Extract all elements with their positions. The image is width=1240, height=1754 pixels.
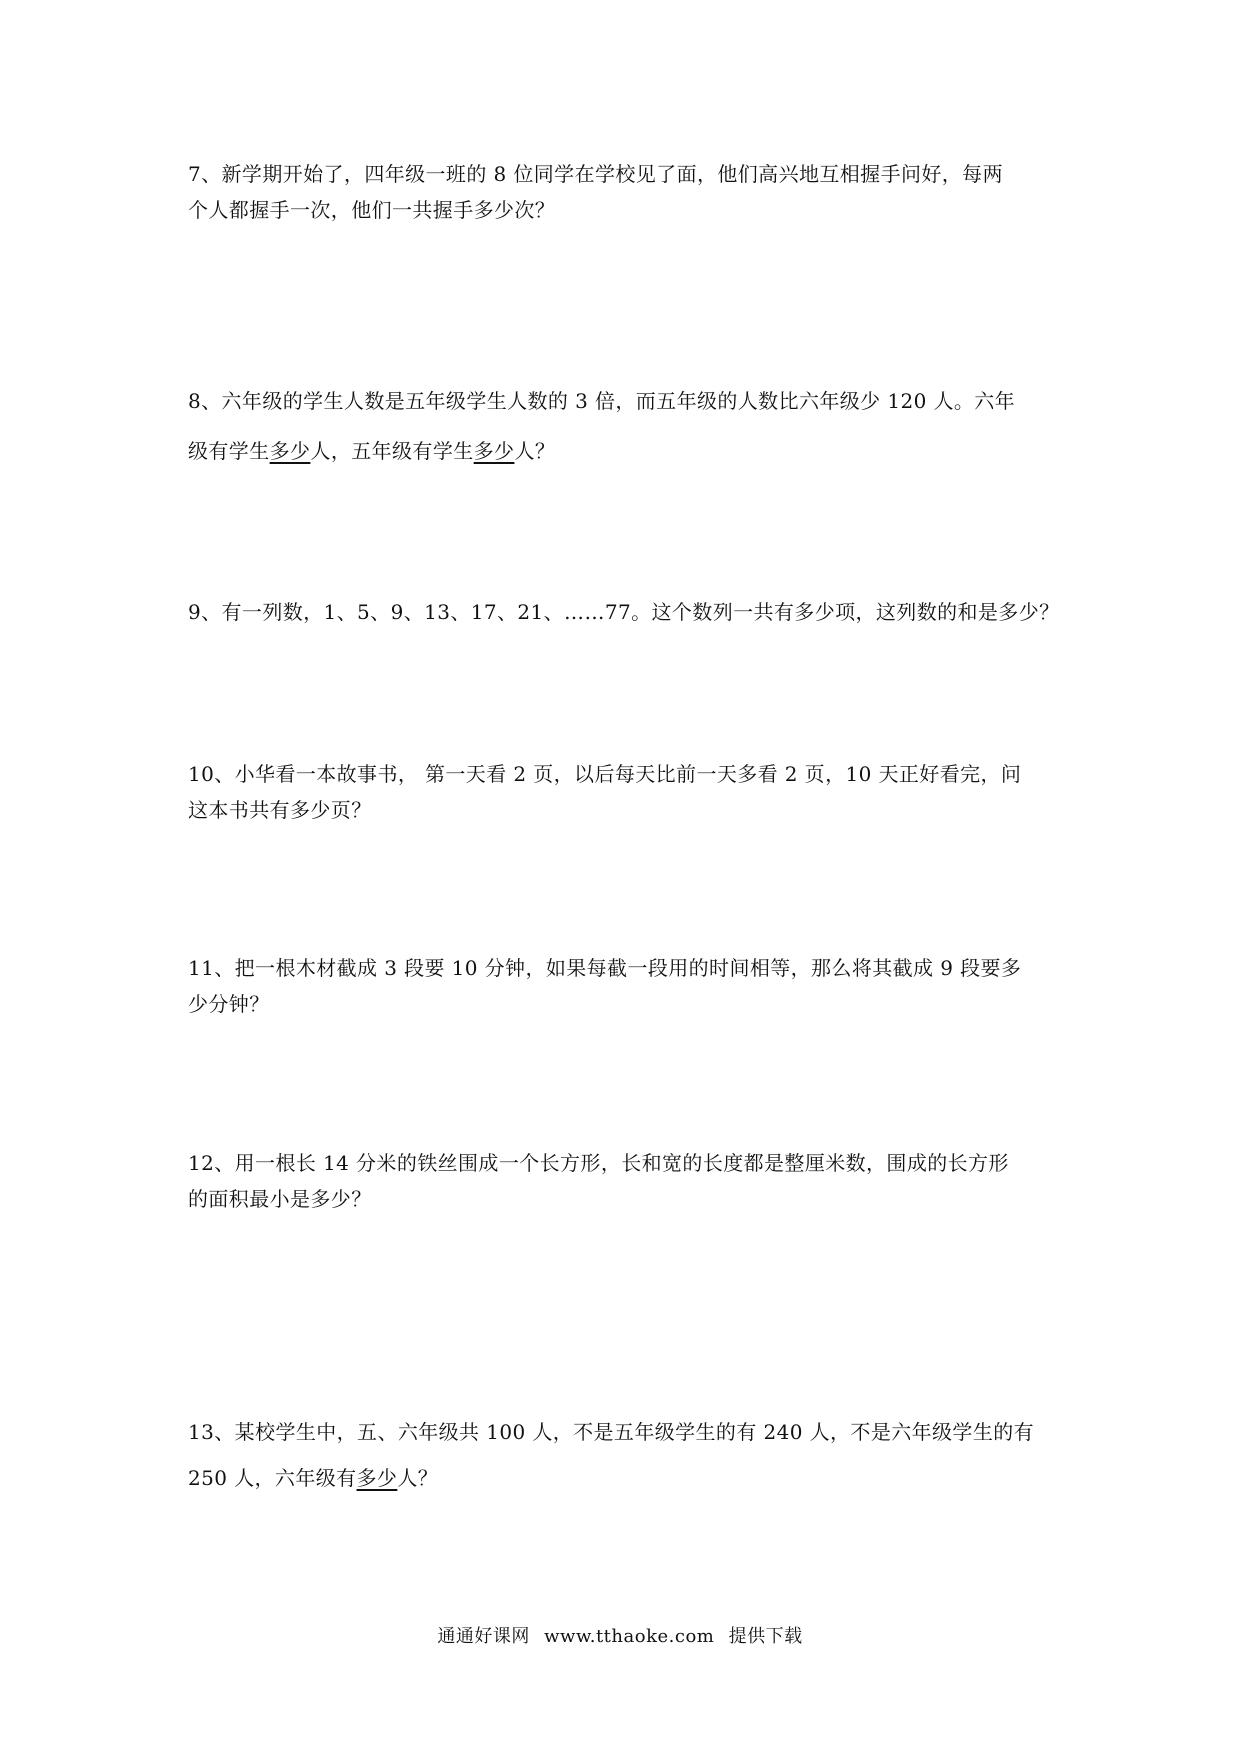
problem-13-text-a: 250 人，六年级有 [188,1466,357,1490]
problem-13-line-2 [188,1455,1060,1501]
problem-8-underlined-b: 多少 [473,439,515,463]
problem-7-line-2: 个人都握手一次，他们一共握手多少次？ [188,198,556,222]
problem-8-text-e: 人？ [514,439,556,463]
problem-8 [188,376,1060,476]
problem-13-underlined: 多少 [356,1466,398,1490]
problem-9-line-1: 9、有一列数，1、5、9、13、17、21、……77。这个数列一共有多少项，这列数的和是多少？ [188,600,1060,624]
problem-7-line-1: 7、新学期开始了，四年级一班的 8 位同学在学校见了面，他们高兴地互相握手问好，每两 [188,162,1003,186]
problem-7 [188,156,1060,228]
problem-8-text-a: 级有学生 [188,439,270,463]
problem-11-line-2: 少分钟？ [188,992,270,1016]
footer-url: www.tthaoke.com [544,1626,715,1647]
problem-12-line-2: 的面积最小是多少？ [188,1187,372,1211]
footer-site-name: 通通好课网 [437,1626,530,1647]
problem-13 [188,1409,1060,1501]
problem-12 [188,1145,1060,1217]
footer-suffix: 提供下载 [728,1626,803,1647]
problem-8-underlined-a: 多少 [269,439,311,463]
problem-12-line-1: 12、用一根长 14 分米的铁丝围成一个长方形，长和宽的长度都是整厘米数，围成的长方形 [188,1151,1009,1175]
problem-11-line-1: 11、把一根木材截成 3 段要 10 分钟，如果每截一段用的时间相等，那么将其截成 9 段要多 [188,956,1022,980]
page-footer [0,1622,1240,1648]
problem-8-text-c: 人，五年级有学生 [310,439,474,463]
problem-9 [188,594,1060,630]
problem-11 [188,950,1060,1022]
problem-10-line-2: 这本书共有多少页？ [188,798,372,822]
problem-10-line-1: 10、小华看一本故事书， 第一天看 2 页，以后每天比前一天多看 2 页，10 天正好看完，问 [188,762,1022,786]
problem-13-line-1: 13、某校学生中，五、六年级共 100 人，不是五年级学生的有 240 人，不是六年级学生的有 [188,1420,1035,1444]
problem-8-line-2 [188,426,1060,476]
problem-10 [188,756,1060,828]
problem-8-line-1: 8、六年级的学生人数是五年级学生人数的 3 倍，而五年级的人数比六年级少 120 人。六年 [188,389,1016,413]
problem-13-text-c: 人？ [397,1466,439,1490]
